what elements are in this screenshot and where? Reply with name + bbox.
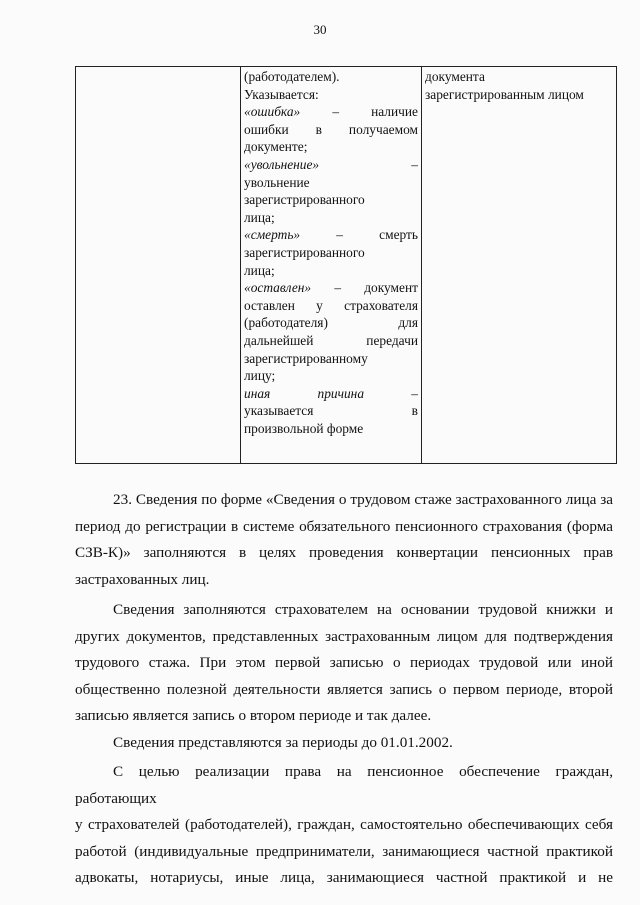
table-line: Указывается:	[244, 86, 319, 102]
paragraph-line: трудового стажа. При этом первой записью о периодах трудовой или иной	[75, 654, 613, 671]
table-line: зарегистрированного	[244, 244, 365, 260]
table-line: лицу;	[244, 368, 276, 384]
table-cell-description	[241, 67, 422, 464]
term-other-a: иная	[244, 385, 271, 401]
term-dismissal: «увольнение»	[244, 156, 320, 172]
paragraph-line: 23. Сведения по форме «Сведения о трудовом стаже застрахованного лица за	[113, 491, 613, 508]
table-line: оставлен у страхователя	[244, 297, 418, 313]
table-word: в	[315, 121, 322, 137]
paragraph-line: общественно полезной деятельности является запись о первом периоде, второй	[75, 680, 613, 698]
table-cell-note	[422, 67, 617, 464]
table-word: дальнейшей	[244, 332, 314, 348]
term-death-line	[244, 226, 418, 244]
paragraph-line: Сведения представляются за периоды до 01.01.2002.	[113, 733, 453, 751]
term-death: «смерть»	[244, 227, 301, 243]
table-line: (работодателем).	[244, 69, 340, 84]
paragraph-line: Сведения заполняются страхователем на основании трудовой книжки и	[113, 601, 613, 618]
table-word: наличие	[371, 104, 418, 120]
body-text	[75, 487, 613, 892]
table-word: документ	[364, 280, 418, 296]
table-line: произвольной форме	[244, 420, 364, 436]
term-left-line	[244, 279, 418, 297]
table-line	[244, 314, 418, 332]
table-line: лица;	[244, 209, 275, 225]
paragraph-line: адвокаты, нотариусы, иные лица, занимающиеся частной практикой и не	[75, 869, 613, 886]
paragraph-line: СЗВ-К)» заполняются в целях проведения конвертации пенсионных прав	[75, 544, 613, 561]
document-table	[75, 66, 617, 464]
paragraph-line: период до регистрации в системе обязательного пенсионного страхования (форма	[75, 517, 613, 535]
dash: –	[332, 104, 340, 120]
term-other-b: причина	[317, 385, 365, 401]
term-error-line	[244, 103, 418, 121]
table-line	[244, 402, 418, 420]
table-word: указывается	[244, 403, 314, 419]
table-word: передачи	[366, 332, 418, 348]
dash: –	[334, 280, 342, 296]
table-line	[244, 121, 418, 139]
table-line: документа	[425, 69, 485, 84]
table-cell-empty	[76, 67, 241, 464]
table-row	[76, 67, 617, 464]
paragraph-line: записью является запись о втором периоде и так далее.	[75, 707, 432, 724]
term-dismissal-line	[244, 156, 418, 174]
table-line: зарегистрированным лицом	[425, 86, 584, 102]
term-other-line	[244, 385, 418, 403]
table-line: зарегистрированного	[244, 192, 365, 208]
term-error: «ошибка»	[244, 104, 301, 120]
table-line: зарегистрированному	[244, 350, 368, 366]
table-word: ошибки	[244, 121, 289, 137]
table-word: в	[411, 403, 418, 419]
table-word: получаемом	[348, 121, 418, 137]
table-line: документе;	[244, 139, 308, 155]
table-line: увольнение	[244, 174, 310, 190]
dash: –	[336, 227, 343, 243]
page-number: 30	[313, 22, 327, 37]
dash: –	[411, 385, 418, 401]
paragraph-line: у страхователей (работодателей), граждан, самостоятельно обеспечивающих себя	[75, 816, 613, 833]
dash: –	[411, 156, 418, 172]
paragraph-line: других документов, представленных застрахованным лицом для подтверждения	[75, 627, 613, 645]
term-left: «оставлен»	[244, 280, 312, 296]
table-word: смерть	[379, 227, 418, 243]
paragraph-line: работой (индивидуальные предприниматели, занимающиеся частной практикой	[75, 842, 613, 860]
table-word: (работодателя)	[244, 315, 328, 331]
table-word: для	[398, 315, 418, 331]
table-line: лица;	[244, 262, 275, 278]
paragraph-line: С целью реализации права на пенсионное обеспечение граждан, работающих	[75, 763, 613, 807]
paragraph-line: застрахованных лиц.	[75, 570, 210, 588]
table-line	[244, 332, 418, 350]
